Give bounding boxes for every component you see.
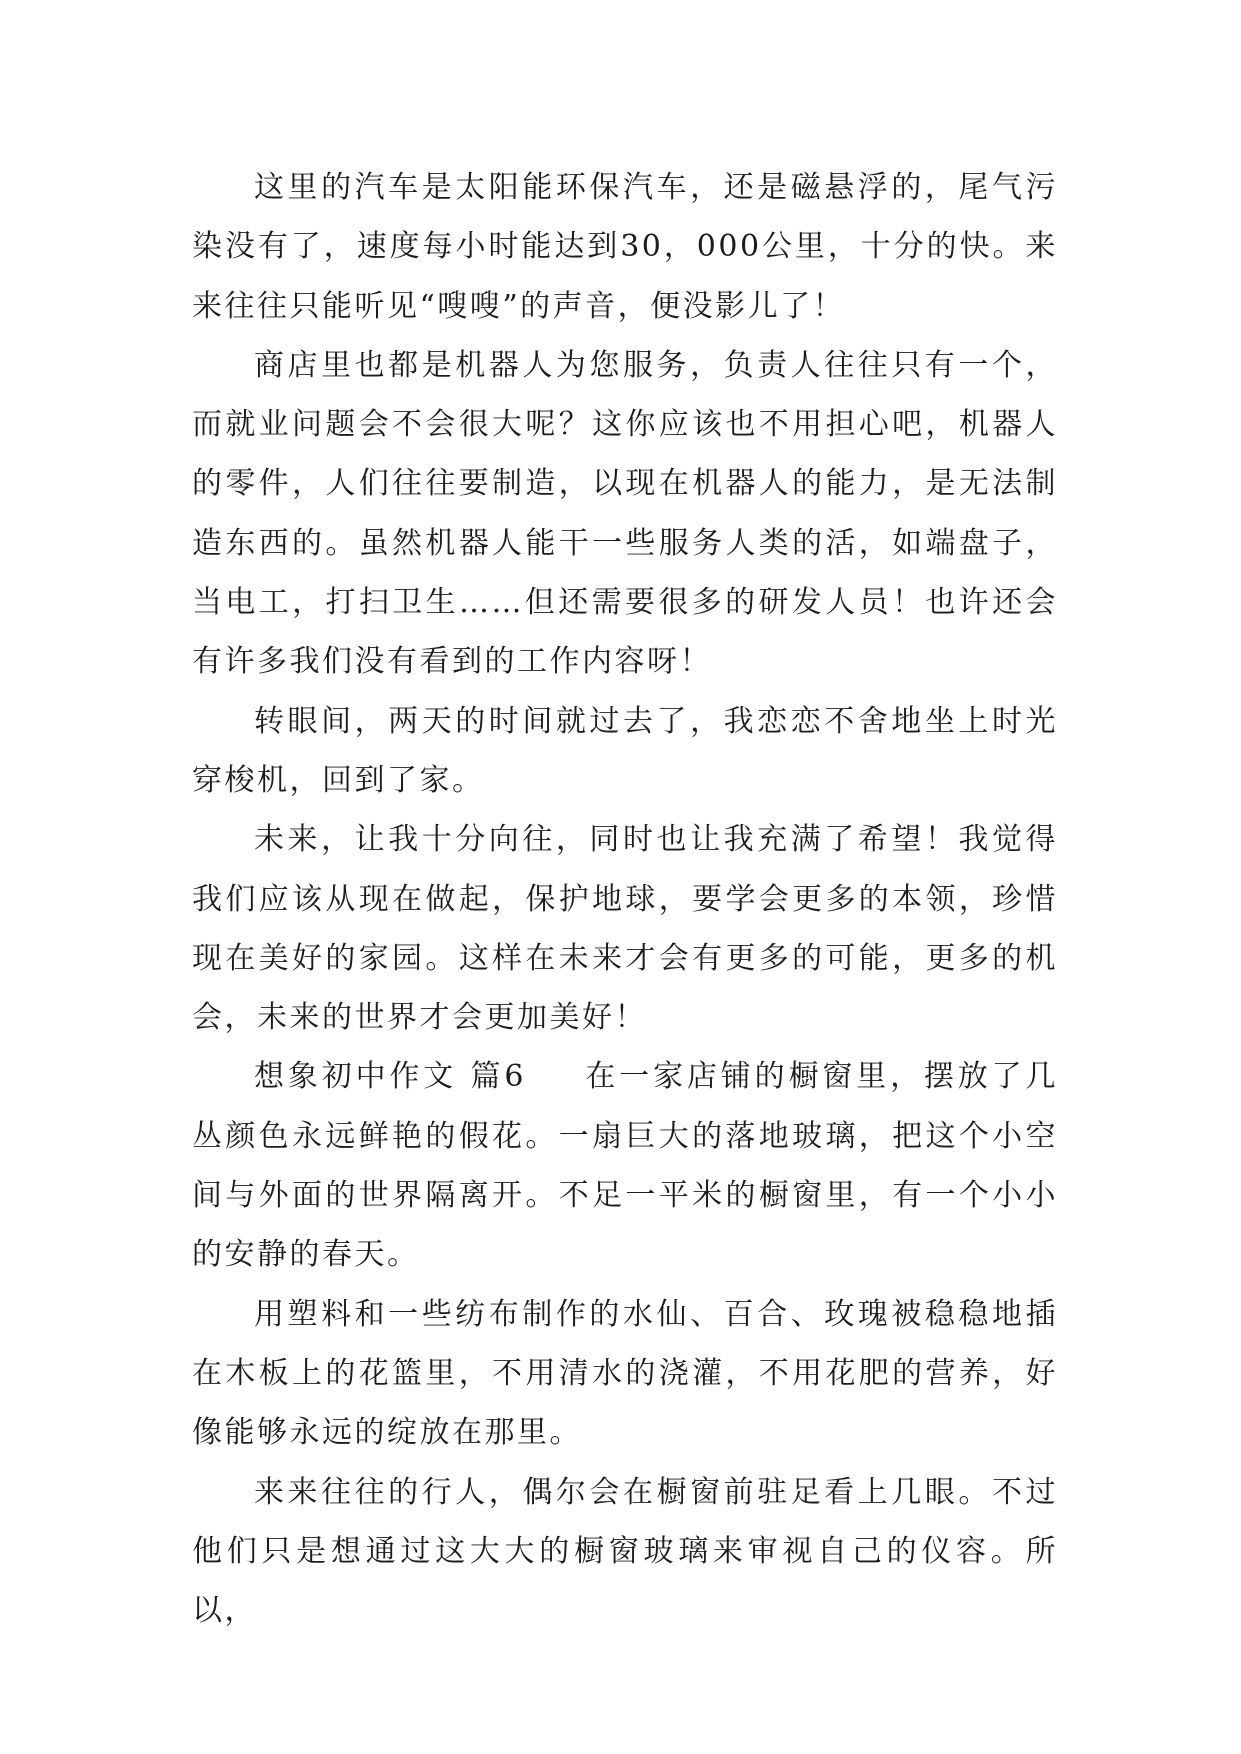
section-heading: 想象初中作文 篇6 (254, 1059, 526, 1095)
paragraph: 用塑料和一些纺布制作的水仙、百合、玫瑰被稳稳地插在木板上的花篮里，不用清水的浇灌，不用花肥的营养，好像能够永远的绽放在那里。 (192, 1296, 1058, 1451)
section-paragraph (192, 1047, 1058, 1284)
paragraph: 商店里也都是机器人为您服务，负责人往往只有一个，而就业问题会不会很大呢？这你应该也不用担心吧，机器人的零件，人们往往要制造，以现在机器人的能力，是无法制造东西的。虽然机器人能干一些服务人类的活，如端盘子，当电工，打扫卫生……但还需要很多的研发人员！也许还会有许多我们没有看到的工作内容呀！ (192, 347, 1058, 680)
section-first-paragraph: 在一家店铺的橱窗里，摆放了几丛颜色永远鲜艳的假花。一扇巨大的落地玻璃，把这个小空间与外面的世界隔离开。不足一平米的橱窗里，有一个小小的安静的春天。 (192, 1059, 1059, 1273)
paragraph: 来来往往的行人，偶尔会在橱窗前驻足看上几眼。不过他们只是想通过这大大的橱窗玻璃来审视自己的仪容。所以， (192, 1474, 1058, 1629)
paragraph: 未来，让我十分向往，同时也让我充满了希望！我觉得我们应该从现在做起，保护地球，要学会更多的本领，珍惜现在美好的家园。这样在未来才会有更多的可能，更多的机会，未来的世界才会更加美好！ (192, 822, 1058, 1036)
document-body (192, 158, 1058, 1640)
paragraph: 转眼间，两天的时间就过去了，我恋恋不舍地坐上时光穿梭机，回到了家。 (192, 703, 1058, 798)
paragraph: 这里的汽车是太阳能环保汽车，还是磁悬浮的，尾气污染没有了，速度每小时能达到30，000公里，十分的快。来来往往只能听见“嗖嗖”的声音，便没影儿了！ (192, 170, 1058, 324)
